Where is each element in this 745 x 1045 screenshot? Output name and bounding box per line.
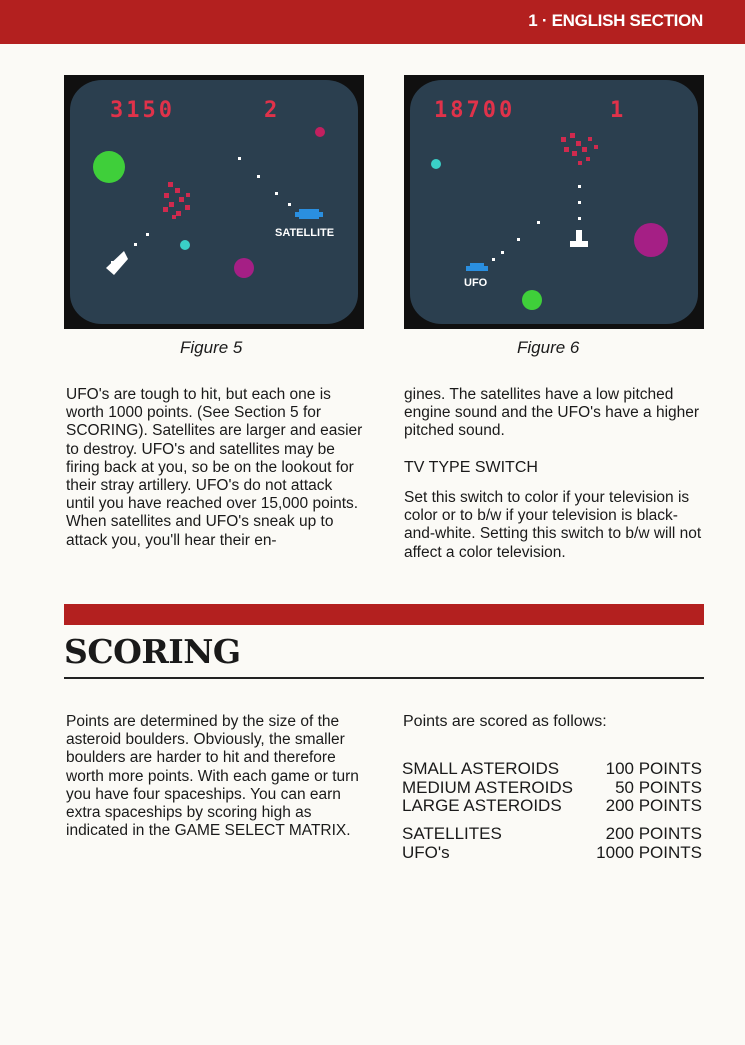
table-cell-points: 1000 POINTS [596,842,702,862]
medium-asteroid-magenta [234,258,254,278]
scoring-left-paragraph: Points are determined by the size of the asteroid boulders. Obviously, the smaller boulders are harder to hit and therefore worth more points. With each game or turn you have four spaceships. You can earn extra spaceships by scoring high as indicated in the GAME SELECT MATRIX. [66,713,359,840]
figure-5-callout: SATELLITE [275,227,335,239]
asteroid-points-table [402,760,702,816]
satellite-icon [295,209,323,219]
table-cell-item: MEDIUM ASTEROIDS [402,777,573,797]
title-rule [64,677,704,679]
section-title: SCORING [64,632,241,671]
section-label: 1 · ENGLISH SECTION [528,11,703,30]
table-cell-item: SATELLITES [402,824,502,843]
scoring-intro-line: Points are scored as follows: [403,713,607,730]
figure-6-score: 18700 [434,98,516,123]
large-asteroid-magenta [634,223,668,257]
asteroid-debris [561,133,598,165]
table-cell-item: LARGE ASTEROIDS [402,796,562,815]
ufo-icon [466,263,488,271]
table-row [402,760,702,779]
section-divider-bar [64,604,704,625]
shot-trail [492,185,581,261]
table-row [402,825,702,844]
table-cell-item: SMALL ASTEROIDS [402,759,560,778]
table-row [402,779,702,798]
player-spaceship-icon [570,230,588,247]
figure-5-caption: Figure 5 [180,338,243,357]
table-cell-item: UFO's [402,842,450,862]
figure-5-screenshot [64,75,364,329]
table-cell-points: 50 POINTS [615,777,702,797]
other-points-table [402,825,702,862]
table-cell-points: 100 POINTS [605,759,702,778]
table-cell-points: 200 POINTS [605,796,702,815]
table-row [402,844,702,863]
tv-switch-heading: TV TYPE SWITCH [404,459,538,476]
player-spaceship-icon [106,251,128,275]
figure-5-score: 3150 [110,98,175,123]
intro-right-paragraph: gines. The satellites have a low pitched engine sound and the UFO's have a higher pitched sound. [404,386,700,440]
figure-5-lives: 2 [264,98,278,123]
small-asteroid-cyan [431,159,441,169]
intro-left-paragraph: UFO's are tough to hit, but each one is worth 1000 points. (See Section 5 for SCORING). Satellites are larger and easier to destroy. UFO's and satellites may be firing back at you, so be on the lookout for their stray artillery. UFO's do not attack until you have reached over 15,000 points. When satellites and UFO's sneak up to attack you, you'll hear their en- [66,386,363,549]
large-asteroid-green [93,151,125,183]
table-cell-points: 200 POINTS [605,824,702,843]
small-asteroid-cyan [180,240,190,250]
figure-6-screenshot [404,75,704,329]
small-asteroid-magenta [315,127,325,137]
satellite-shots [134,157,291,246]
asteroid-debris [163,182,190,219]
tv-switch-paragraph: Set this switch to color if your television is color or to b/w if your television is black-and-white. Setting this switch to b/w will not affect a color television. [404,489,702,561]
figure-6-callout: UFO [464,277,488,289]
figure-6-caption: Figure 6 [517,338,580,357]
figure-6-lives: 1 [610,98,624,123]
table-row [402,797,702,816]
medium-asteroid-green [522,290,542,310]
